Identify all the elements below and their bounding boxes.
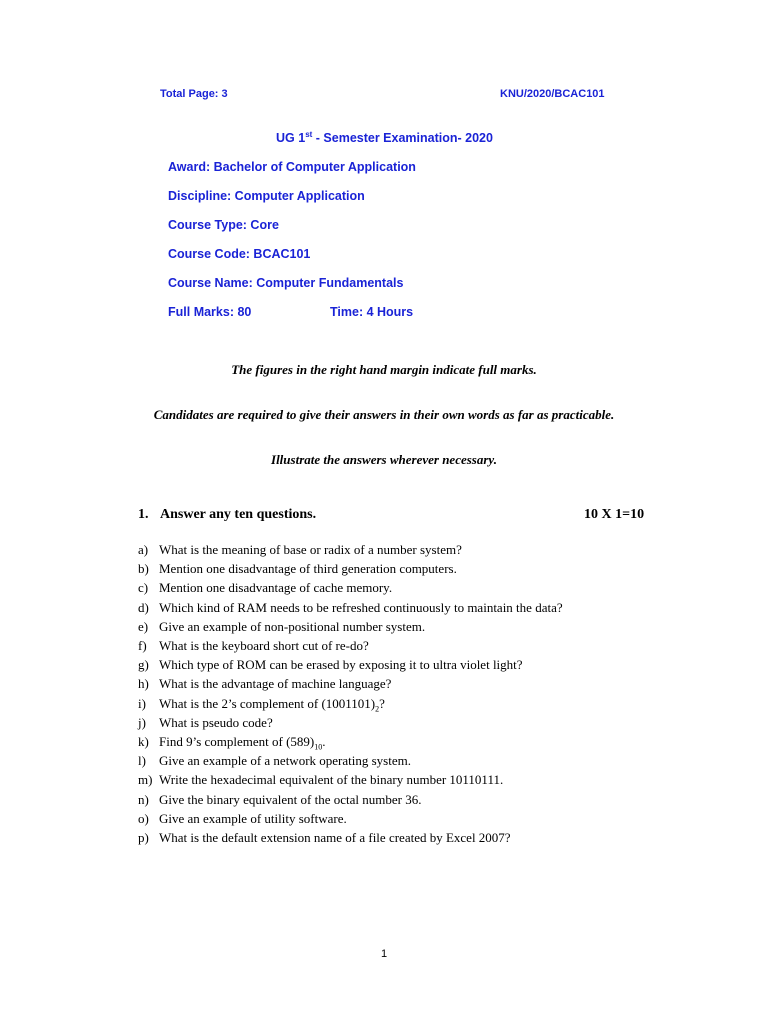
question-item: [138, 578, 563, 597]
question-item: [138, 751, 563, 770]
question-label: e): [138, 618, 149, 634]
question-text: Give an example of utility software.: [159, 810, 347, 826]
section-title: Answer any ten questions.: [160, 507, 317, 522]
question-text: What is pseudo code?: [159, 714, 273, 730]
question-text: What is the meaning of base or radix of a number system?: [159, 542, 462, 557]
question-label: m): [138, 772, 153, 788]
question-item: [138, 828, 563, 847]
question-text: Mention one disadvantage of third generation computers.: [159, 561, 457, 577]
page-number: 1: [380, 948, 388, 960]
question-item: [138, 655, 563, 674]
question-text: Which type of ROM can be erased by exposing it to ultra violet light?: [159, 657, 523, 673]
question-item: [138, 674, 563, 693]
question-label: h): [138, 676, 149, 692]
award-line: Award: Bachelor of Computer Application: [168, 160, 416, 174]
total-page-label: Total Page: 3: [160, 88, 228, 100]
question-text-main: Find 9’s complement of (589): [159, 734, 315, 750]
question-text: What is the default extension name of a file created by Excel 2007?: [159, 830, 511, 846]
question-text-end: ?: [379, 695, 385, 711]
base-subscript: 2: [375, 704, 380, 714]
question-label: a): [138, 542, 149, 557]
question-item: [138, 713, 563, 732]
question-label: g): [138, 657, 149, 673]
question-text: Give the binary equivalent of the octal number 36.: [159, 791, 422, 807]
question-text: [159, 732, 326, 751]
question-text: Give an example of a network operating system.: [159, 753, 411, 769]
exam-title-suffix: - Semester Examination- 2020: [312, 131, 493, 145]
question-item: [138, 732, 563, 751]
question-item: [138, 559, 563, 578]
question-label: d): [138, 599, 149, 615]
question-item: [138, 617, 563, 636]
section-number: 1.: [138, 507, 149, 522]
question-label: f): [138, 638, 147, 654]
instruction-own-words: Candidates are required to give their answers in their own words as far as practicable.: [153, 407, 615, 422]
question-label: p): [138, 830, 149, 846]
question-label: c): [138, 580, 149, 596]
course-type-line: Course Type: Core: [168, 218, 279, 232]
question-item: [138, 598, 563, 617]
question-label: n): [138, 791, 149, 807]
course-name-line: Course Name: Computer Fundamentals: [168, 276, 404, 290]
question-text: [159, 694, 385, 713]
discipline-line: Discipline: Computer Application: [168, 189, 365, 203]
question-item: [138, 770, 563, 789]
base-subscript: 10: [314, 742, 323, 752]
exam-title: [276, 131, 493, 145]
full-marks-line: Full Marks: 80: [168, 305, 252, 319]
question-item: [138, 809, 563, 828]
instruction-marks-note: The figures in the right hand margin indicate full marks.: [231, 362, 537, 377]
question-label: l): [138, 753, 146, 769]
question-label: i): [138, 695, 146, 711]
question-item: [138, 790, 563, 809]
course-code-line: Course Code: BCAC101: [168, 247, 311, 261]
question-text: What is the keyboard short cut of re-do?: [159, 638, 369, 654]
question-text-main: What is the 2’s complement of (1001101): [159, 695, 376, 711]
question-text-end: .: [322, 734, 326, 750]
question-label: o): [138, 810, 149, 826]
question-item: [138, 694, 563, 713]
section-marks: 10 X 1=10: [584, 507, 645, 522]
question-text: Mention one disadvantage of cache memory.: [159, 580, 393, 596]
question-item: [138, 636, 563, 655]
question-label: b): [138, 561, 149, 577]
exam-title-prefix: UG 1: [276, 131, 306, 145]
instruction-illustrate: Illustrate the answers wherever necessary.: [271, 452, 497, 467]
question-text: Which kind of RAM needs to be refreshed continuously to maintain the data?: [159, 599, 563, 615]
time-line: Time: 4 Hours: [330, 305, 414, 319]
question-text: Write the hexadecimal equivalent of the binary number 10110111.: [159, 772, 504, 788]
question-text: What is the advantage of machine language?: [159, 676, 392, 692]
question-label: j): [138, 714, 146, 730]
question-label: k): [138, 734, 149, 750]
exam-title-superscript: st: [305, 129, 313, 139]
paper-code-label: KNU/2020/BCAC101: [500, 88, 605, 100]
question-list: [138, 540, 563, 847]
question-item: [138, 540, 563, 559]
question-text: Give an example of non-positional number system.: [159, 618, 426, 634]
